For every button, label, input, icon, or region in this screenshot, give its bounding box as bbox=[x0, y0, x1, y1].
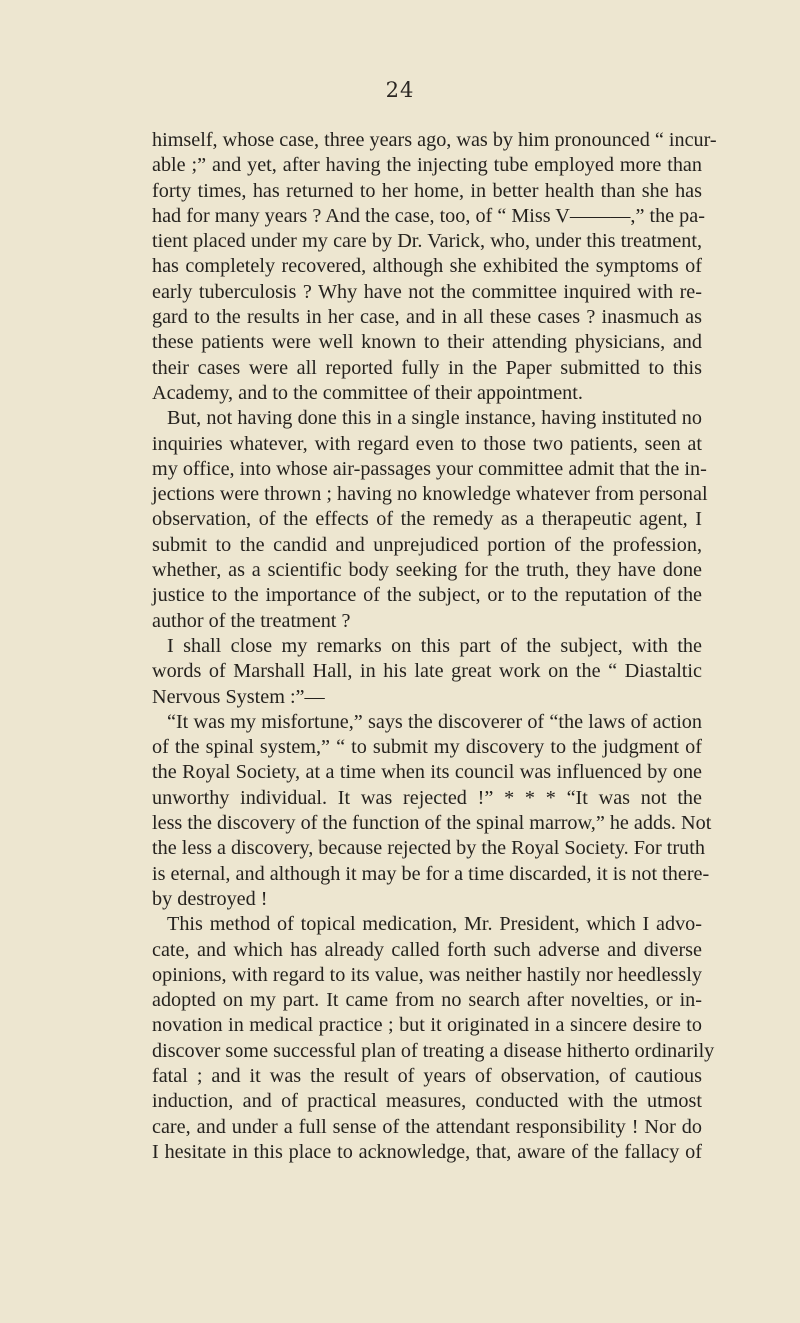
text-line: inquiries whatever, with regard even to those two patients, seen at bbox=[152, 432, 702, 455]
text-line: adopted on my part. It came from no search after novelties, or in- bbox=[152, 989, 702, 1012]
text-line: opinions, with regard to its value, was neither hastily nor heedlessly bbox=[152, 963, 702, 986]
text-line: their cases were all reported fully in the Paper submitted to this bbox=[152, 356, 702, 379]
text-line: jections were thrown ; having no knowledge whatever from personal bbox=[152, 483, 708, 506]
text-line: gard to the results in her case, and in all these cases ? inasmuch as bbox=[152, 306, 702, 329]
text-line: care, and under a full sense of the attendant responsibility ! Nor do bbox=[152, 1115, 702, 1138]
text-line: by destroyed ! bbox=[152, 887, 268, 910]
text-line: himself, whose case, three years ago, was by him pronounced “ incur- bbox=[152, 129, 717, 151]
text-line: is eternal, and although it may be for a time discarded, it is not there- bbox=[152, 862, 710, 885]
body-text bbox=[152, 128, 717, 1165]
text-line: whether, as a scientific body seeking for the truth, they have done bbox=[152, 559, 702, 582]
text-line: This method of topical medication, Mr. President, which I advo- bbox=[167, 913, 702, 936]
text-line: tient placed under my care by Dr. Varick, who, under this treatment, bbox=[152, 230, 702, 253]
text-line: fatal ; and it was the result of years of observation, of cautious bbox=[152, 1064, 702, 1087]
text-line: But, not having done this in a single instance, having instituted no bbox=[167, 407, 702, 430]
text-line: induction, and of practical measures, conducted with the utmost bbox=[152, 1090, 702, 1113]
text-line: discover some successful plan of treating a disease hitherto ordinarily bbox=[152, 1039, 715, 1062]
text-line: the Royal Society, at a time when its council was influenced by one bbox=[152, 761, 702, 784]
text-line: Academy, and to the committee of their appointment. bbox=[152, 381, 583, 404]
text-line: observation, of the effects of the remedy as a therapeutic agent, I bbox=[152, 508, 702, 531]
text-line: unworthy individual. It was rejected !” * * * “It was not the bbox=[152, 786, 702, 809]
text-line: submit to the candid and unprejudiced portion of the profession, bbox=[152, 533, 702, 556]
page-number: 24 bbox=[385, 78, 415, 102]
text-line: Nervous System :”— bbox=[152, 685, 325, 708]
text-line: novation in medical practice ; but it originated in a sincere desire to bbox=[152, 1014, 702, 1037]
text-line: “It was my misfortune,” says the discoverer of “the laws of action bbox=[167, 710, 702, 733]
text-line: author of the treatment ? bbox=[152, 609, 351, 632]
text-line: early tuberculosis ? Why have not the committee inquired with re- bbox=[152, 280, 702, 303]
text-line: words of Marshall Hall, in his late great work on the “ Diastaltic bbox=[152, 660, 702, 683]
text-line: I hesitate in this place to acknowledge, that, aware of the fallacy of bbox=[152, 1140, 702, 1163]
text-line: justice to the importance of the subject, or to the reputation of the bbox=[152, 584, 702, 607]
text-line: cate, and which has already called forth such adverse and diverse bbox=[152, 938, 702, 961]
text-line: the less a discovery, because rejected by the Royal Society. For truth bbox=[152, 837, 705, 860]
text-line: able ;” and yet, after having the injecting tube employed more than bbox=[152, 154, 702, 177]
text-line: has completely recovered, although she exhibited the symptoms of bbox=[152, 255, 702, 278]
text-line: I shall close my remarks on this part of the subject, with the bbox=[167, 634, 702, 657]
text-line: had for many years ? And the case, too, of “ Miss V———,” the pa- bbox=[152, 204, 705, 227]
text-line: these patients were well known to their attending physicians, and bbox=[152, 331, 702, 354]
text-line: of the spinal system,” “ to submit my discovery to the judgment of bbox=[152, 736, 702, 759]
text-line: less the discovery of the function of the spinal marrow,” he adds. Not bbox=[152, 812, 712, 835]
text-line: forty times, has returned to her home, in better health than she has bbox=[152, 179, 702, 202]
text-line: my office, into whose air-passages your committee admit that the in- bbox=[152, 457, 707, 480]
